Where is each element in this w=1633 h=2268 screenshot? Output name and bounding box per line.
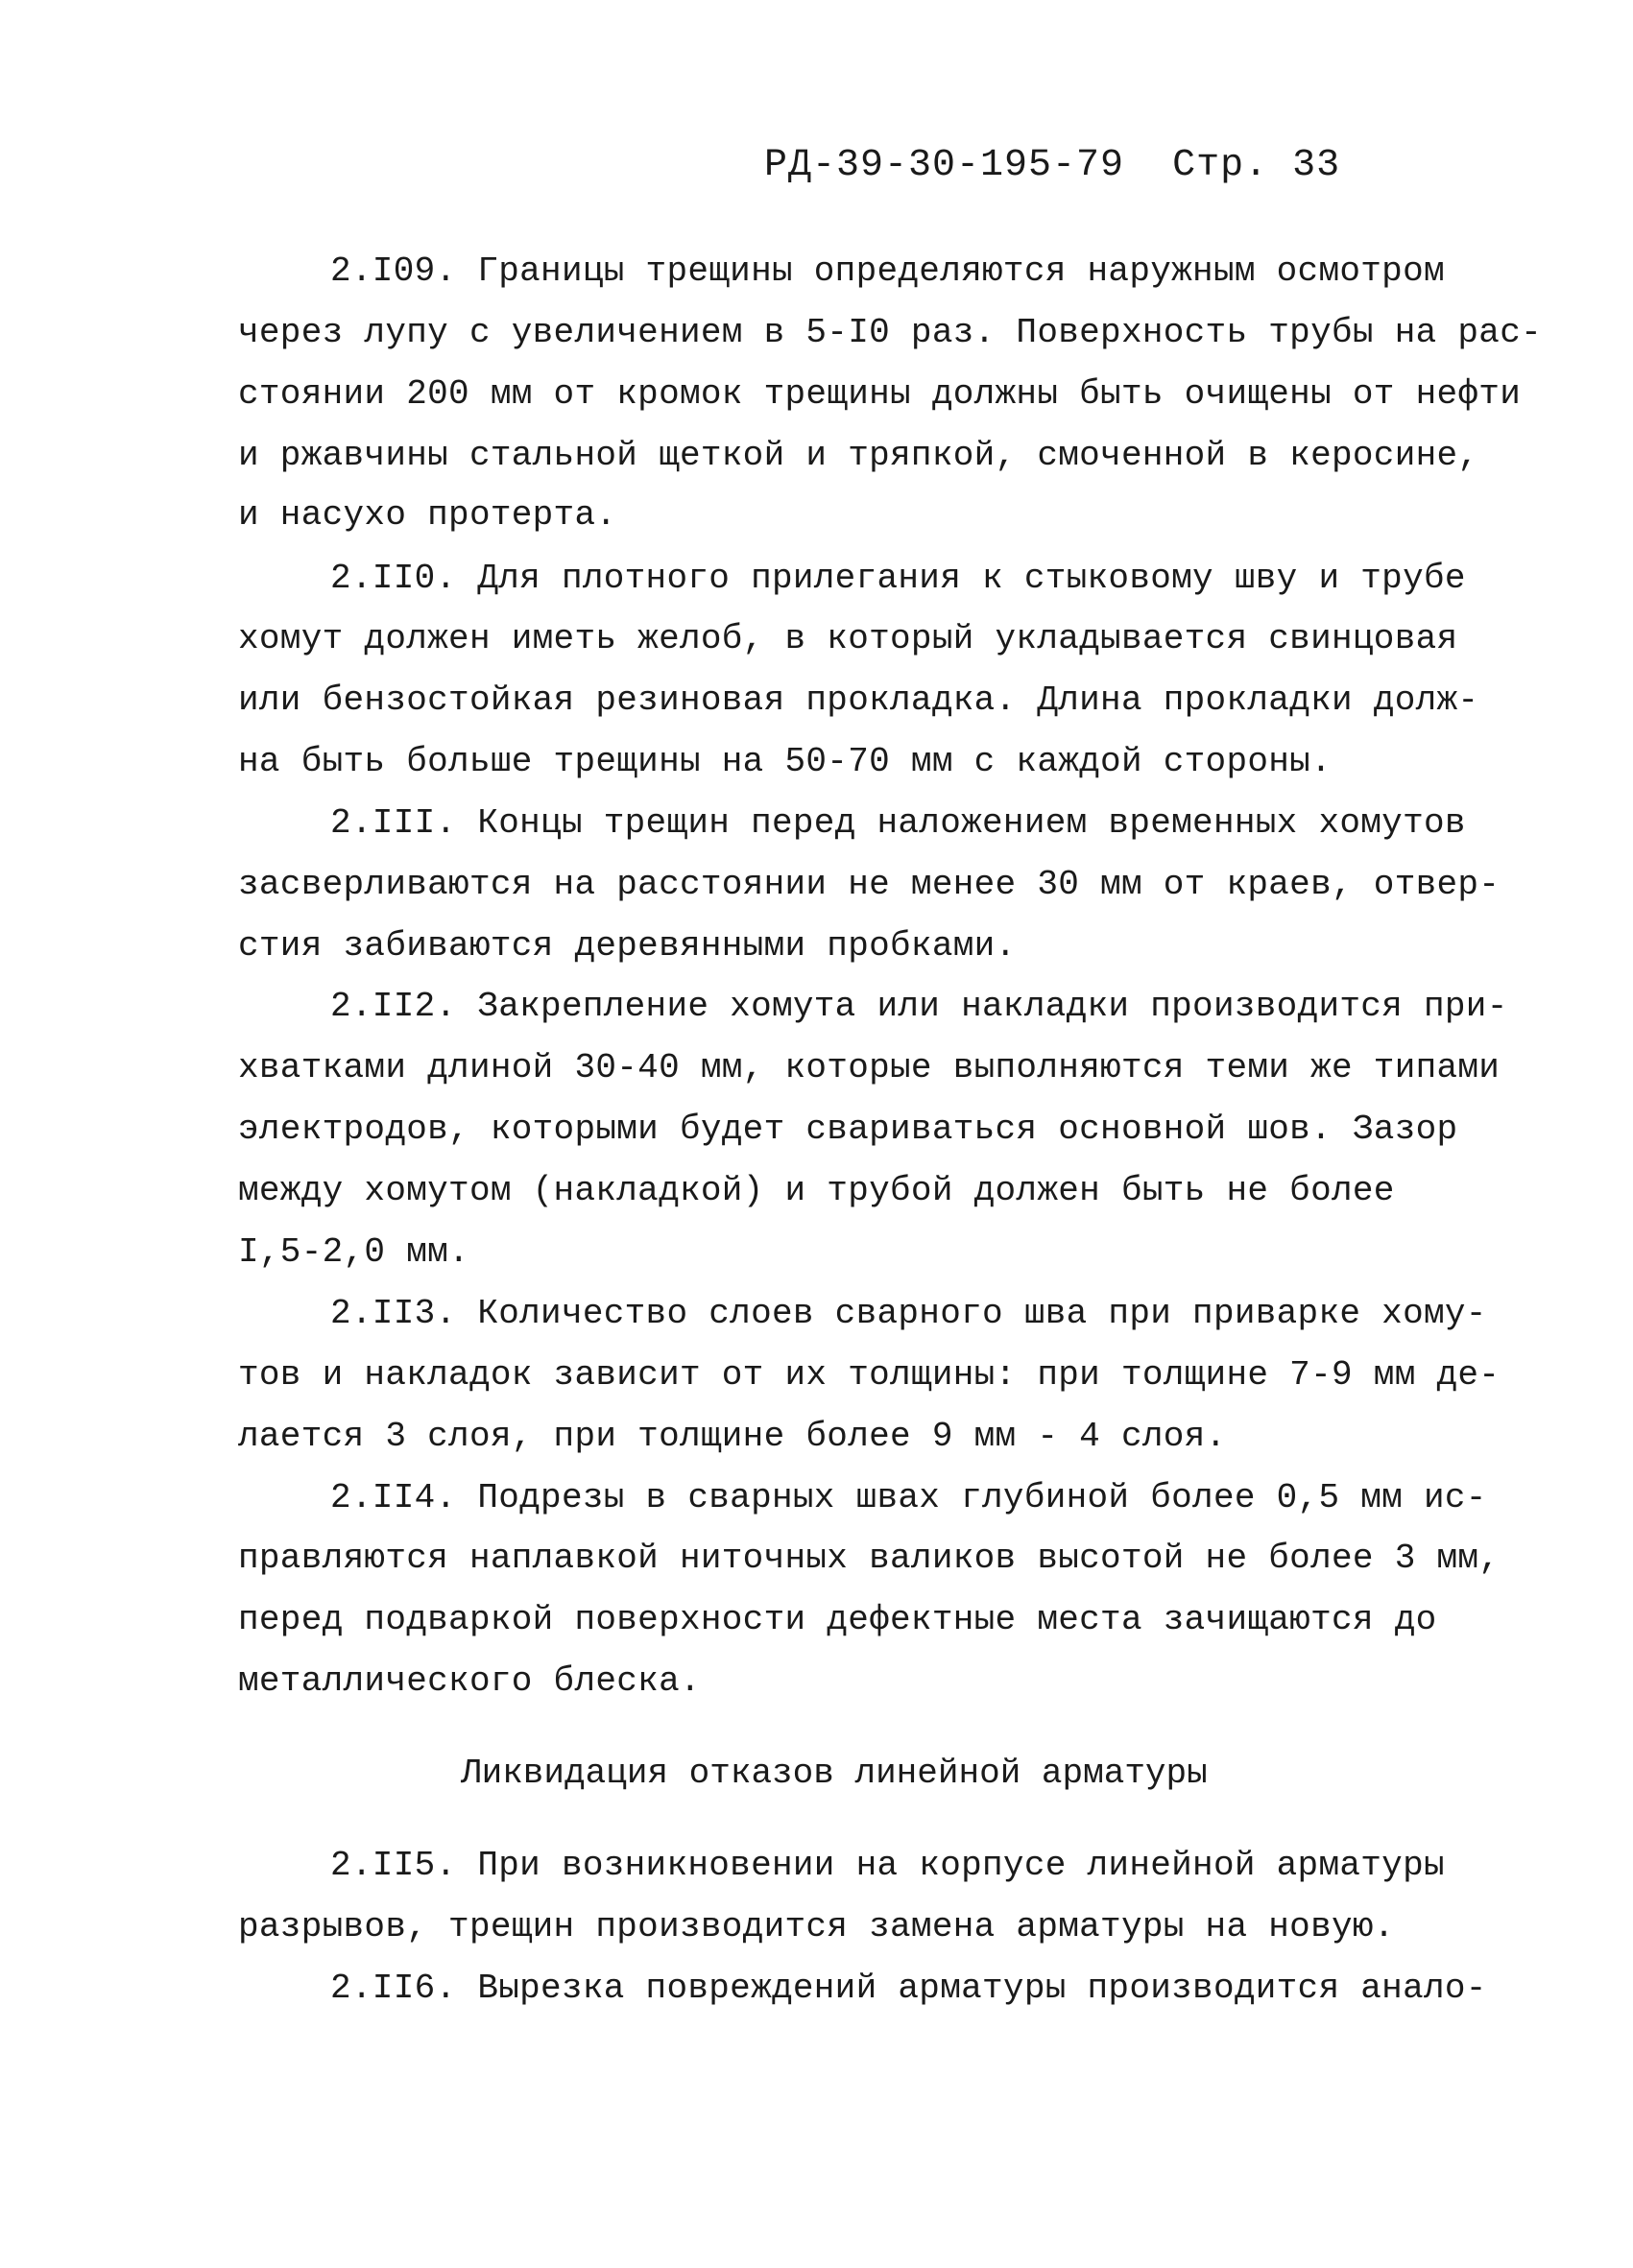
paragraph-2-115-line-2: разрывов, трещин производится замена арматуры на новую. bbox=[238, 1907, 1395, 1946]
paragraph-2-110-line-4: на быть больше трещины на 50-70 мм с каждой стороны. bbox=[238, 742, 1332, 781]
paragraph-2-114-line-2: правляются наплавкой ниточных валиков высотой не более 3 мм, bbox=[238, 1539, 1501, 1578]
paragraph-2-113-line-1: 2.II3. Количество слоев сварного шва при приварке хому- bbox=[330, 1294, 1487, 1333]
paragraph-2-114-line-4: металлического блеска. bbox=[238, 1661, 701, 1701]
paragraph-2-112-line-5: I,5-2,0 мм. bbox=[238, 1232, 469, 1272]
paragraph-2-111-line-3: стия забиваются деревянными пробками. bbox=[238, 926, 1017, 966]
paragraph-2-112-line-4: между хомутом (накладкой) и трубой должен быть не более bbox=[238, 1171, 1395, 1210]
paragraph-2-109-line-5: и насухо протерта. bbox=[238, 495, 617, 535]
document-reference: РД-39-30-195-79 bbox=[764, 144, 1125, 187]
paragraph-2-112-line-1: 2.II2. Закрепление хомута или накладки производится при- bbox=[330, 987, 1508, 1026]
paragraph-2-110-line-1: 2.II0. Для плотного прилегания к стыковому шву и трубе bbox=[330, 559, 1466, 598]
page-header bbox=[764, 144, 1340, 187]
paragraph-2-111-line-1: 2.III. Концы трещин перед наложением временных хомутов bbox=[330, 803, 1466, 843]
paragraph-2-109-line-4: и ржавчины стальной щеткой и тряпкой, смоченной в керосине, bbox=[238, 436, 1479, 475]
paragraph-2-110-line-2: хомут должен иметь желоб, в который укладывается свинцовая bbox=[238, 619, 1458, 658]
paragraph-2-112-line-3: электродов, которыми будет свариваться основной шов. Зазор bbox=[238, 1110, 1458, 1149]
paragraph-2-109-line-3: стоянии 200 мм от кромок трещины должны быть очищены от нефти bbox=[238, 374, 1522, 414]
paragraph-2-112-line-2: хватками длиной 30-40 мм, которые выполняются теми же типами bbox=[238, 1048, 1501, 1087]
paragraph-2-115-line-1: 2.II5. При возникновении на корпусе линейной арматуры bbox=[330, 1846, 1445, 1885]
paragraph-2-111-line-2: засверливаются на расстоянии не менее 30 мм от краев, отвер- bbox=[238, 865, 1501, 904]
section-heading: Ликвидация отказов линейной арматуры bbox=[461, 1754, 1208, 1793]
paragraph-2-110-line-3: или бензостойкая резиновая прокладка. Длина прокладки долж- bbox=[238, 680, 1479, 720]
paragraph-2-116-line-1: 2.II6. Вырезка повреждений арматуры производится анало- bbox=[330, 1969, 1487, 2008]
paragraph-2-114-line-3: перед подваркой поверхности дефектные места зачищаются до bbox=[238, 1600, 1437, 1639]
paragraph-2-109-line-1: 2.I09. Границы трещины определяются наружным осмотром bbox=[330, 251, 1445, 291]
paragraph-2-114-line-1: 2.II4. Подрезы в сварных швах глубиной более 0,5 мм ис- bbox=[330, 1478, 1487, 1517]
paragraph-2-109-line-2: через лупу с увеличением в 5-I0 раз. Поверхность трубы на рас- bbox=[238, 313, 1543, 352]
paragraph-2-113-line-2: тов и накладок зависит от их толщины: при толщине 7-9 мм де- bbox=[238, 1355, 1501, 1395]
page-number: Стр. 33 bbox=[1172, 144, 1341, 187]
paragraph-2-113-line-3: лается 3 слоя, при толщине более 9 мм - 4 слоя. bbox=[238, 1417, 1227, 1456]
